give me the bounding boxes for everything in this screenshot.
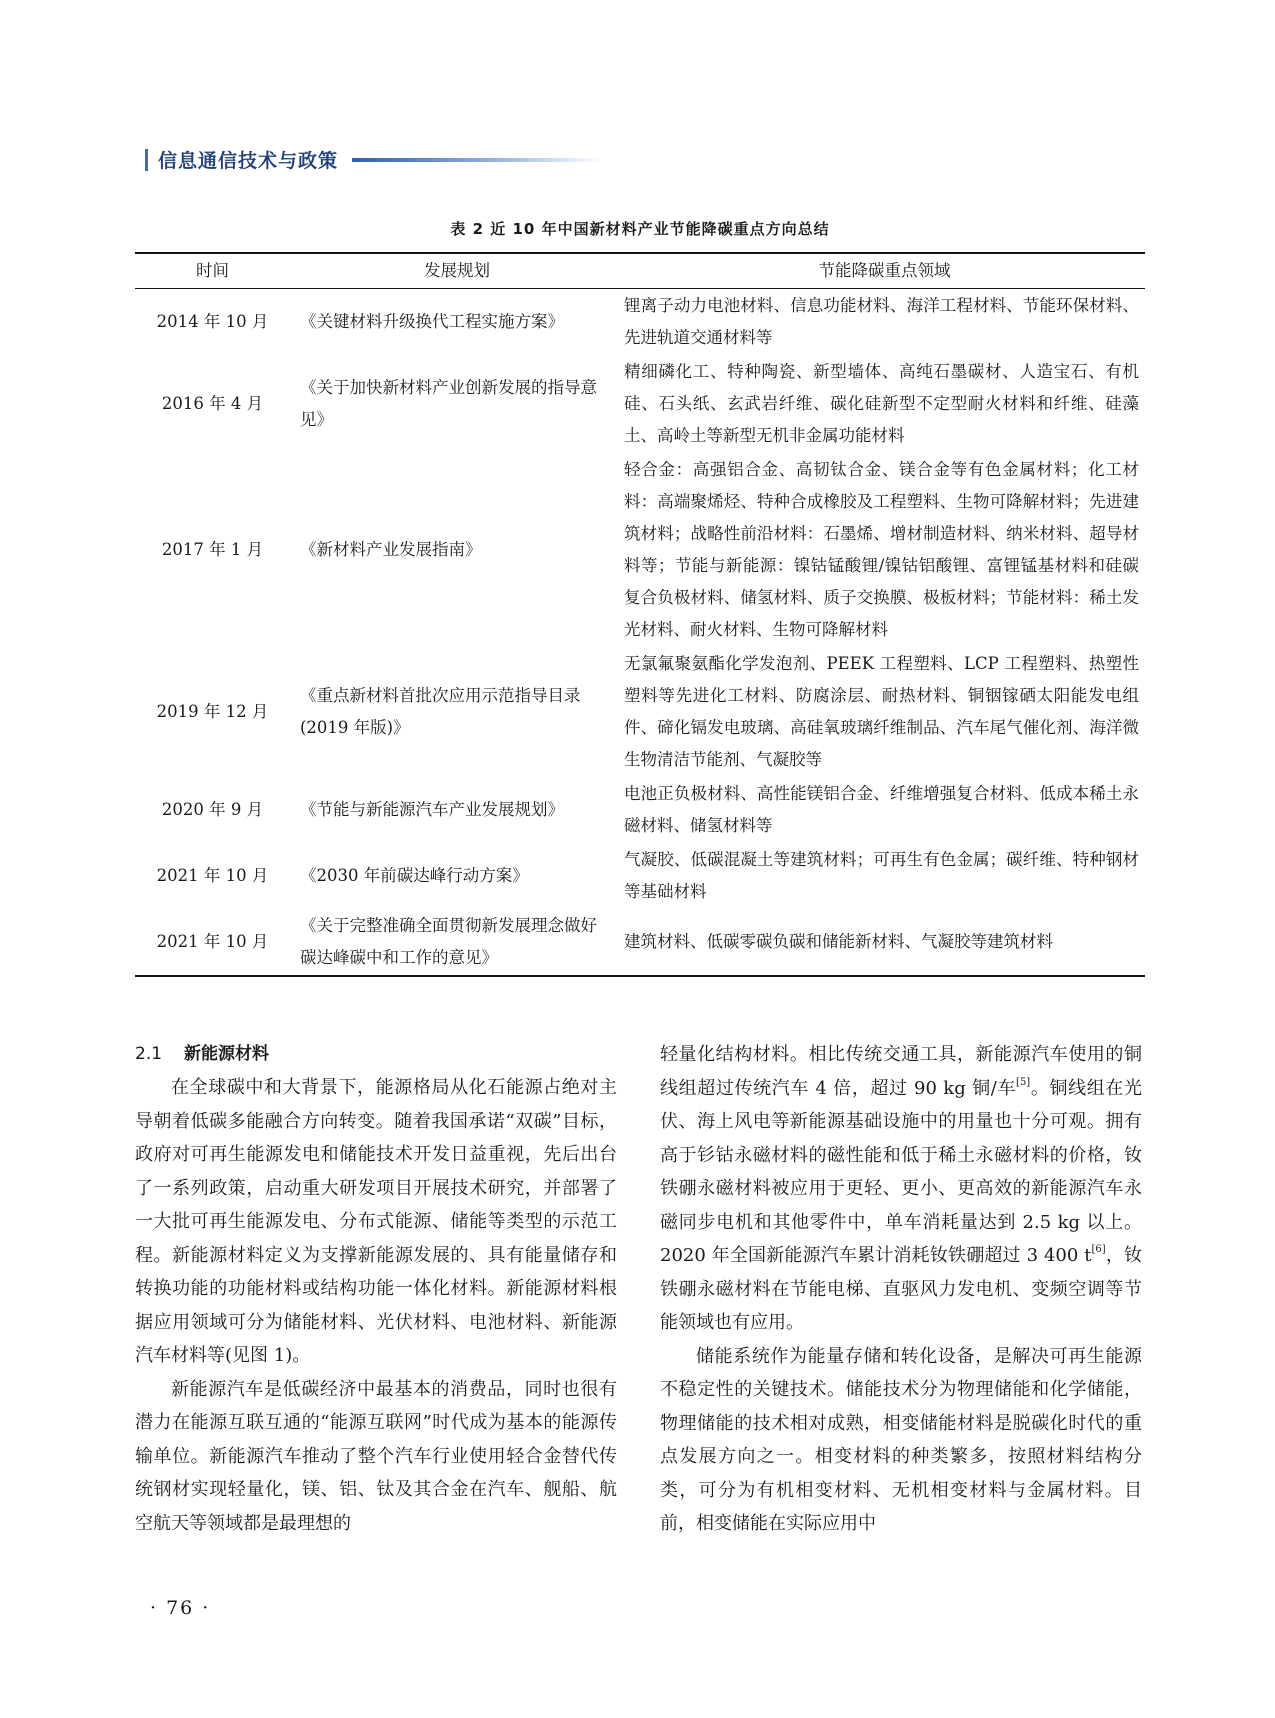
running-head-bar — [145, 149, 148, 171]
section-title: 新能源材料 — [184, 1044, 270, 1064]
journal-section-title: 信息通信技术与政策 — [158, 150, 339, 172]
cell-plan: 《重点新材料首批次应用示范指导目录(2019 年版)》 — [300, 686, 581, 737]
cell-focus: 电池正负极材料、高性能镁铝合金、纤维增强复合材料、低成本稀土永磁材料、储氢材料等 — [624, 784, 1139, 835]
table-row — [135, 909, 1145, 976]
table-row — [135, 355, 1145, 453]
table-row — [135, 647, 1145, 777]
running-head-rule — [352, 158, 602, 162]
cell-plan: 《关键材料升级换代工程实施方案》 — [300, 312, 564, 331]
running-head — [145, 146, 602, 173]
cell-plan: 《关于完整准确全面贯彻新发展理念做好碳达峰碳中和工作的意见》 — [290, 909, 624, 976]
column-header-time: 时间 — [135, 253, 290, 289]
cell-time: 2019 年 12 月 — [156, 702, 269, 721]
cell-time: 2016 年 4 月 — [161, 394, 264, 413]
cell-time: 2014 年 10 月 — [156, 312, 269, 331]
paragraph-text: ，钕铁硼永磁材料在节能电梯、直驱风力发电机、变频空调等节能领域也有应用。 — [660, 1245, 1142, 1333]
cell-time: 2021 年 10 月 — [135, 909, 290, 976]
cell-focus: 建筑材料、低碳零碳负碳和储能新材料、气凝胶等建筑材料 — [624, 909, 1145, 976]
cell-time: 2021 年 10 月 — [156, 866, 269, 885]
paragraph: 新能源汽车是低碳经济中最基本的消费品，同时也很有潜力在能源互联互通的“能源互联网”时代成为基本的能源传输单位。新能源汽车推动了整个汽车行业使用轻合金替代传统钢材实现轻量化，镁、铝、钛及其合金在汽车、舰船、航空航天等领域都是最理想的 — [135, 1378, 617, 1534]
table-caption: 表 2 近 10 年中国新材料产业节能降碳重点方向总结 — [450, 220, 830, 238]
table-row — [135, 289, 1145, 356]
table-row — [135, 843, 1145, 909]
cell-focus: 锂离子动力电池材料、信息功能材料、海洋工程材料、节能环保材料、先进轨道交通材料等 — [624, 296, 1139, 347]
section-number: 2.1 — [135, 1044, 163, 1064]
table-row — [135, 777, 1145, 843]
policy-table — [135, 252, 1145, 977]
cell-focus: 精细磷化工、特种陶瓷、新型墙体、高纯石墨碳材、人造宝石、有机硅、石头纸、玄武岩纤维、碳化硅新型不定型耐火材料和纤维、硅藻土、高岭土等新型无机非金属功能材料 — [624, 362, 1139, 445]
section-heading — [135, 1038, 617, 1071]
paragraph-text: 轻量化结构材料。相比传统交通工具，新能源汽车使用的铜线组超过传统汽车 4 倍，超过 90 kg 铜/车 — [660, 1044, 1142, 1099]
paragraph — [660, 1038, 1142, 1340]
column-header-focus: 节能降碳重点领域 — [624, 253, 1145, 289]
table-row — [135, 453, 1145, 647]
cell-plan: 《新材料产业发展指南》 — [300, 540, 482, 559]
right-column — [660, 1038, 1142, 1541]
column-header-plan: 发展规划 — [290, 253, 624, 289]
cell-plan: 《关于加快新材料产业创新发展的指导意见》 — [300, 378, 597, 429]
cell-focus: 轻合金：高强铝合金、高韧钛合金、镁合金等有色金属材料；化工材料：高端聚烯烃、特种合成橡胶及工程塑料、生物可降解材料；先进建筑材料；战略性前沿材料：石墨烯、增材制造材料、纳米材料、超导材料等；节能与新能源：镍钴锰酸锂/镍钴铝酸锂、富锂锰基材料和硅碳复合负极材料、储氢材料、质子交换膜、极板材料；节能材料：稀土发光材料、耐火材料、生物可降解材料 — [624, 460, 1139, 639]
paragraph-text: 。铜线组在光伏、海上风电等新能源基础设施中的用量也十分可观。拥有高于钐钴永磁材料的磁性能和低于稀土永磁材料的价格，钕铁硼永磁材料被应用于更轻、更小、更高效的新能源汽车永磁同步电机和其他零件中，单车消耗量达到 2.5 kg 以上。2020 年全国新能源汽车累计消耗钕铁硼超过 3 400 t — [660, 1077, 1142, 1266]
left-column — [135, 1038, 617, 1540]
cell-plan: 《2030 年前碳达峰行动方案》 — [300, 866, 529, 885]
cell-time: 2020 年 9 月 — [161, 800, 264, 819]
paragraph: 在全球碳中和大背景下，能源格局从化石能源占绝对主导朝着低碳多能融合方向转变。随着我国承诺“双碳”目标，政府对可再生能源发电和储能技术开发日益重视，先后出台了一系列政策，启动重大研发项目开展技术研究，并部署了一大批可再生能源发电、分布式能源、储能等类型的示范工程。新能源材料定义为支撑新能源发展的、具有能量储存和转换功能的功能材料或结构功能一体化材料。新能源材料根据应用领域可分为储能材料、光伏材料、电池材料、新能源汽车材料等(见图 1)。 — [135, 1077, 617, 1366]
cell-plan: 《节能与新能源汽车产业发展规划》 — [300, 800, 564, 819]
paragraph: 储能系统作为能量存储和转化设备，是解决可再生能源不稳定性的关键技术。储能技术分为物理储能和化学储能，物理储能的技术相对成熟，相变储能材料是脱碳化时代的重点发展方向之一。相变材料的种类繁多，按照材料结构分类，可分为有机相变材料、无机相变材料与金属材料。目前，相变储能在实际应用中 — [660, 1345, 1142, 1534]
cell-time: 2017 年 1 月 — [161, 540, 264, 559]
citation-ref: [5] — [1016, 1076, 1031, 1088]
cell-focus: 气凝胶、低碳混凝土等建筑材料；可再生有色金属；碳纤维、特种钢材等基础材料 — [624, 850, 1139, 901]
cell-focus: 无氯氟聚氨酯化学发泡剂、PEEK 工程塑料、LCP 工程塑料、热塑性塑料等先进化工材料、防腐涂层、耐热材料、铜铟镓硒太阳能发电组件、碲化镉发电玻璃、高硅氧玻璃纤维制品、汽车尾气催化剂、海洋微生物清洁节能剂、气凝胶等 — [624, 654, 1139, 769]
page-number: · 76 · — [150, 1597, 211, 1619]
table-header-row — [135, 253, 1145, 289]
citation-ref: [6] — [1091, 1244, 1106, 1255]
